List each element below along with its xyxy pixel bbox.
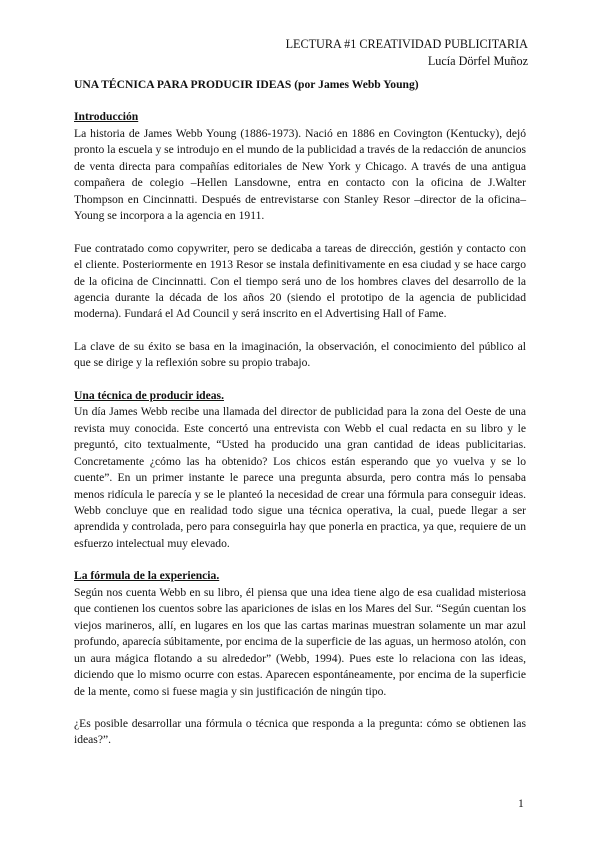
section-heading-tecnica: Una técnica de producir ideas. <box>74 388 224 402</box>
page-number: 1 <box>518 797 524 810</box>
page-header <box>286 36 528 70</box>
header-author: Lucía Dörfel Muñoz <box>427 54 528 68</box>
paragraph: Un día James Webb recibe una llamada del director de publicidad para la zona del Oeste de una revista muy conocida. Este concertó una entrevista con Webb el cual redacta en su libro y le preguntó, cito textualmente, “Usted ha producido una gran cantidad de ideas publicitarias. Concretamente ¿cómo las ha obtenido? Los chicos están esperando que yo vuelva y se lo cuente”. En un primer instante le parece una pregunta absurda, pero contra más lo pensaba menos ridícula le parecía y se le planteó la necesidad de crear una fórmula para conseguir ideas. Webb concluye que en realidad todo sigue una técnica operativa, la cual, puede llegar a ser aprendida y controlada, pero para conseguirla hay que ponerla en practica, ya que, requiere de un esfuerzo intelectual muy elevado. <box>74 405 526 550</box>
section-heading-formula: La fórmula de la experiencia. <box>74 569 220 583</box>
header-course-title: LECTURA #1 CREATIVIDAD PUBLICITARIA <box>285 37 528 51</box>
paragraph: La historia de James Webb Young (1886-1973). Nació en 1886 en Covington (Kentucky), dejó pronto la escuela y se introdujo en el mundo de la publicidad a través de la redacción de anuncios de venta directa para compañías editoriales de New York y Chicago. A través de una antigua compañera de colegio –Hellen Lansdowne, entra en contacto con la oficina de J.Walter Thompson en Cincinnatti. Después de entrevistarse con Stanley Resor –director de la oficina– Young se incorpora a la agencia en 1911. <box>74 126 526 223</box>
paragraph: Fue contratado como copywriter, pero se dedicaba a tareas de dirección, gestión y contacto con el cliente. Posteriormente en 1913 Resor se instala definitivamente en esa ciudad y se hace cargo de la oficina de Cincinnatti. Con el tiempo será uno de los hombres claves del desarrollo de la agencia durante la década de los años 20 (siendo el prototipo de la agencia de publicidad moderna). Fundará el Ad Council y será inscrito en el Advertising Hall of Fame. <box>74 241 526 321</box>
section-heading-introduccion: Introducción <box>74 110 139 124</box>
paragraph: ¿Es posible desarrollar una fórmula o técnica que responda a la pregunta: cómo se obtienen las ideas?”. <box>74 716 526 747</box>
document-body <box>74 77 526 765</box>
document-title: UNA TÉCNICA PARA PRODUCIR IDEAS (por James Webb Young) <box>74 78 419 91</box>
paragraph: La clave de su éxito se basa en la imaginación, la observación, el conocimiento del público al que se dirige y la reflexión sobre su propio trabajo. <box>74 339 526 370</box>
paragraph: Según nos cuenta Webb en su libro, él piensa que una idea tiene algo de esa cualidad misteriosa que contienen los cuentos sobre las apariciones de islas en los Mares del Sur. “Según cuentan los viejos marineros, allí, en lugares en los que las cartas marinas muestran solamente un mar azul profundo, aparecía súbitamente, por encima de la superficie de las aguas, un hermoso atolón, con un aura mágica flotando a su alrededor” (Webb, 1994). Pues este lo relaciona con las ideas, diciendo que lo mismo ocurre con estas. Aparecen espontáneamente, por encima de la superficie de la mente, como si fuese magia y sin justificación de ningún tipo. <box>74 585 526 698</box>
